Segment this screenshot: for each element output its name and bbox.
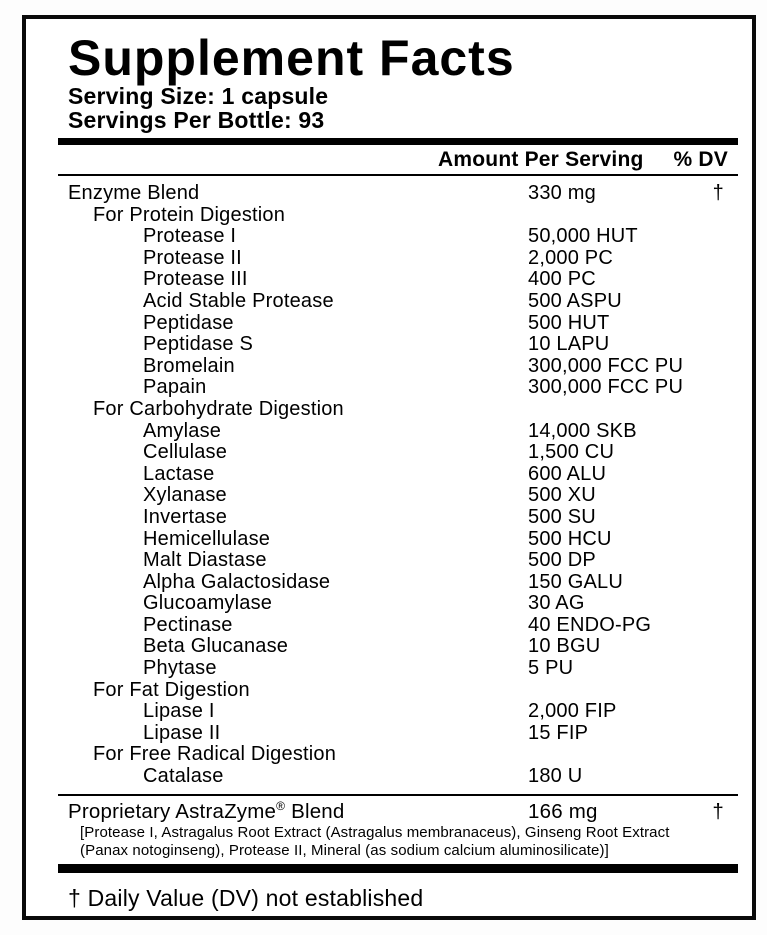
row-dv [696, 334, 738, 356]
row-dv [696, 723, 738, 745]
divider-thick-top [58, 138, 738, 145]
table-row [58, 550, 738, 572]
table-row [58, 572, 738, 594]
row-amount: 180 U [528, 765, 583, 788]
row-ingredient-name: Glucoamylase [143, 592, 273, 615]
divider-under-header [58, 174, 738, 176]
row-dv [696, 529, 738, 551]
row-ingredient-name: For Fat Digestion [93, 678, 250, 701]
row-ingredient-name: Cellulase [143, 441, 228, 464]
row-amount [528, 744, 696, 766]
row-dv [696, 744, 738, 766]
proprietary-description-line-1: [Protease I, Astragalus Root Extract (Astragalus membranaceus), Ginseng Root Extract [80, 823, 670, 841]
row-dv [696, 421, 738, 443]
panel-content [58, 32, 738, 911]
table-row [58, 442, 738, 464]
row-dv [696, 507, 738, 529]
row-amount [528, 399, 696, 421]
row-dv [696, 701, 738, 723]
row-amount: 10 BGU [528, 635, 601, 658]
supplement-facts-panel [22, 15, 756, 920]
proprietary-name-text: Proprietary AstraZyme [68, 799, 277, 823]
row-dv [696, 399, 738, 421]
row-amount [528, 205, 696, 227]
row-amount: 50,000 HUT [528, 225, 638, 248]
row-amount: 500 HCU [528, 527, 612, 550]
row-amount: 500 XU [528, 484, 596, 507]
row-dv [696, 464, 738, 486]
row-ingredient-name: Xylanase [143, 484, 227, 507]
row-amount: 330 mg [528, 182, 596, 204]
row-ingredient-name: Protease I [143, 225, 237, 248]
row-ingredient-name: Lipase II [143, 721, 221, 744]
row-amount: 5 PU [528, 657, 574, 680]
column-header-dv: % DV [673, 148, 728, 171]
row-amount [528, 680, 696, 702]
proprietary-blend-dv: † [712, 799, 724, 823]
table-row [58, 723, 738, 745]
row-ingredient-name: Hemicellulase [143, 527, 271, 550]
table-row [58, 226, 738, 248]
table-row [58, 636, 738, 658]
row-ingredient-name: Protease II [143, 246, 242, 269]
row-amount: 500 ASPU [528, 289, 622, 312]
row-dv [696, 550, 738, 572]
daily-value-footnote: † Daily Value (DV) not established [68, 884, 424, 911]
table-row [58, 313, 738, 335]
row-amount: 14,000 SKB [528, 419, 637, 442]
row-ingredient-name: Peptidase S [143, 333, 254, 356]
row-amount: 10 LAPU [528, 333, 610, 356]
table-row [58, 701, 738, 723]
row-dv [696, 248, 738, 270]
table-row [58, 248, 738, 270]
proprietary-blend-row [58, 800, 738, 824]
proprietary-description-line-2: (Panax notoginseng), Protease II, Mineral (as sodium calcium aluminosilicate)] [80, 841, 609, 859]
table-row [58, 205, 738, 227]
row-ingredient-name: Catalase [143, 765, 224, 788]
row-ingredient-name: Peptidase [143, 311, 234, 334]
servings-per-bottle: Servings Per Bottle: 93 [68, 107, 325, 133]
row-dv [696, 766, 738, 788]
row-dv [696, 442, 738, 464]
table-row [58, 593, 738, 615]
row-ingredient-name: Amylase [143, 419, 222, 442]
row-dv [696, 291, 738, 313]
row-dv [696, 680, 738, 702]
row-dv [696, 593, 738, 615]
row-ingredient-name: Bromelain [143, 354, 235, 377]
row-amount: 500 DP [528, 549, 596, 572]
row-dv [696, 658, 738, 680]
row-dv [696, 636, 738, 658]
row-amount: 2,000 FIP [528, 700, 617, 723]
table-row [58, 485, 738, 507]
table-row [58, 744, 738, 766]
row-ingredient-name: Protease III [143, 268, 248, 291]
row-amount: 300,000 FCC PU [528, 354, 684, 377]
serving-size: Serving Size: 1 capsule [68, 83, 329, 109]
registered-trademark-mark: ® [276, 798, 286, 813]
table-row [58, 334, 738, 356]
table-row [58, 464, 738, 486]
table-row [58, 507, 738, 529]
row-ingredient-name: Enzyme Blend [68, 182, 200, 204]
table-row [58, 529, 738, 551]
row-ingredient-name: For Protein Digestion [93, 203, 286, 226]
proprietary-blend-name [58, 800, 528, 824]
row-dv [696, 269, 738, 291]
row-dv [696, 572, 738, 594]
row-dv [696, 377, 738, 399]
row-dv [696, 485, 738, 507]
table-row [58, 658, 738, 680]
table-row [58, 377, 738, 399]
proprietary-blend-amount: 166 mg [528, 799, 598, 823]
row-amount: 300,000 FCC PU [528, 376, 684, 399]
table-row [58, 421, 738, 443]
row-amount: 150 GALU [528, 570, 623, 593]
row-ingredient-name: Alpha Galactosidase [143, 570, 331, 593]
row-ingredient-name: Malt Diastase [143, 549, 267, 572]
supplement-table [58, 183, 738, 788]
row-dv [696, 226, 738, 248]
row-dv [696, 356, 738, 378]
proprietary-name-suffix: Blend [285, 799, 345, 823]
divider-thick-bottom [58, 864, 738, 873]
row-ingredient-name: Phytase [143, 657, 217, 680]
row-amount: 30 AG [528, 592, 585, 615]
row-ingredient-name: Pectinase [143, 613, 233, 636]
table-row [58, 680, 738, 702]
row-ingredient-name: Beta Glucanase [143, 635, 289, 658]
row-dv: † [712, 182, 724, 204]
column-header-amount: Amount Per Serving [438, 148, 644, 171]
table-row [58, 269, 738, 291]
table-row [58, 291, 738, 313]
row-ingredient-name: Acid Stable Protease [143, 289, 334, 312]
row-amount: 400 PC [528, 268, 596, 291]
panel-title: Supplement Facts [68, 30, 515, 86]
row-ingredient-name: Lactase [143, 462, 215, 485]
row-amount: 600 ALU [528, 462, 607, 485]
row-amount: 15 FIP [528, 721, 589, 744]
row-ingredient-name: Lipase I [143, 700, 215, 723]
table-row [58, 356, 738, 378]
row-ingredient-name: Invertase [143, 505, 228, 528]
row-ingredient-name: Papain [143, 376, 207, 399]
row-amount: 500 HUT [528, 311, 610, 334]
row-ingredient-name: For Free Radical Digestion [93, 743, 337, 766]
row-dv [696, 313, 738, 335]
row-dv [696, 615, 738, 637]
table-row [58, 399, 738, 421]
table-row [58, 615, 738, 637]
divider-above-proprietary [58, 794, 738, 796]
row-amount: 2,000 PC [528, 246, 613, 269]
row-amount: 500 SU [528, 505, 596, 528]
row-dv [696, 205, 738, 227]
row-ingredient-name: For Carbohydrate Digestion [93, 397, 344, 420]
table-row [58, 183, 738, 205]
row-amount: 40 ENDO-PG [528, 613, 652, 636]
column-header-row [58, 145, 738, 174]
table-row [58, 766, 738, 788]
row-amount: 1,500 CU [528, 441, 615, 464]
